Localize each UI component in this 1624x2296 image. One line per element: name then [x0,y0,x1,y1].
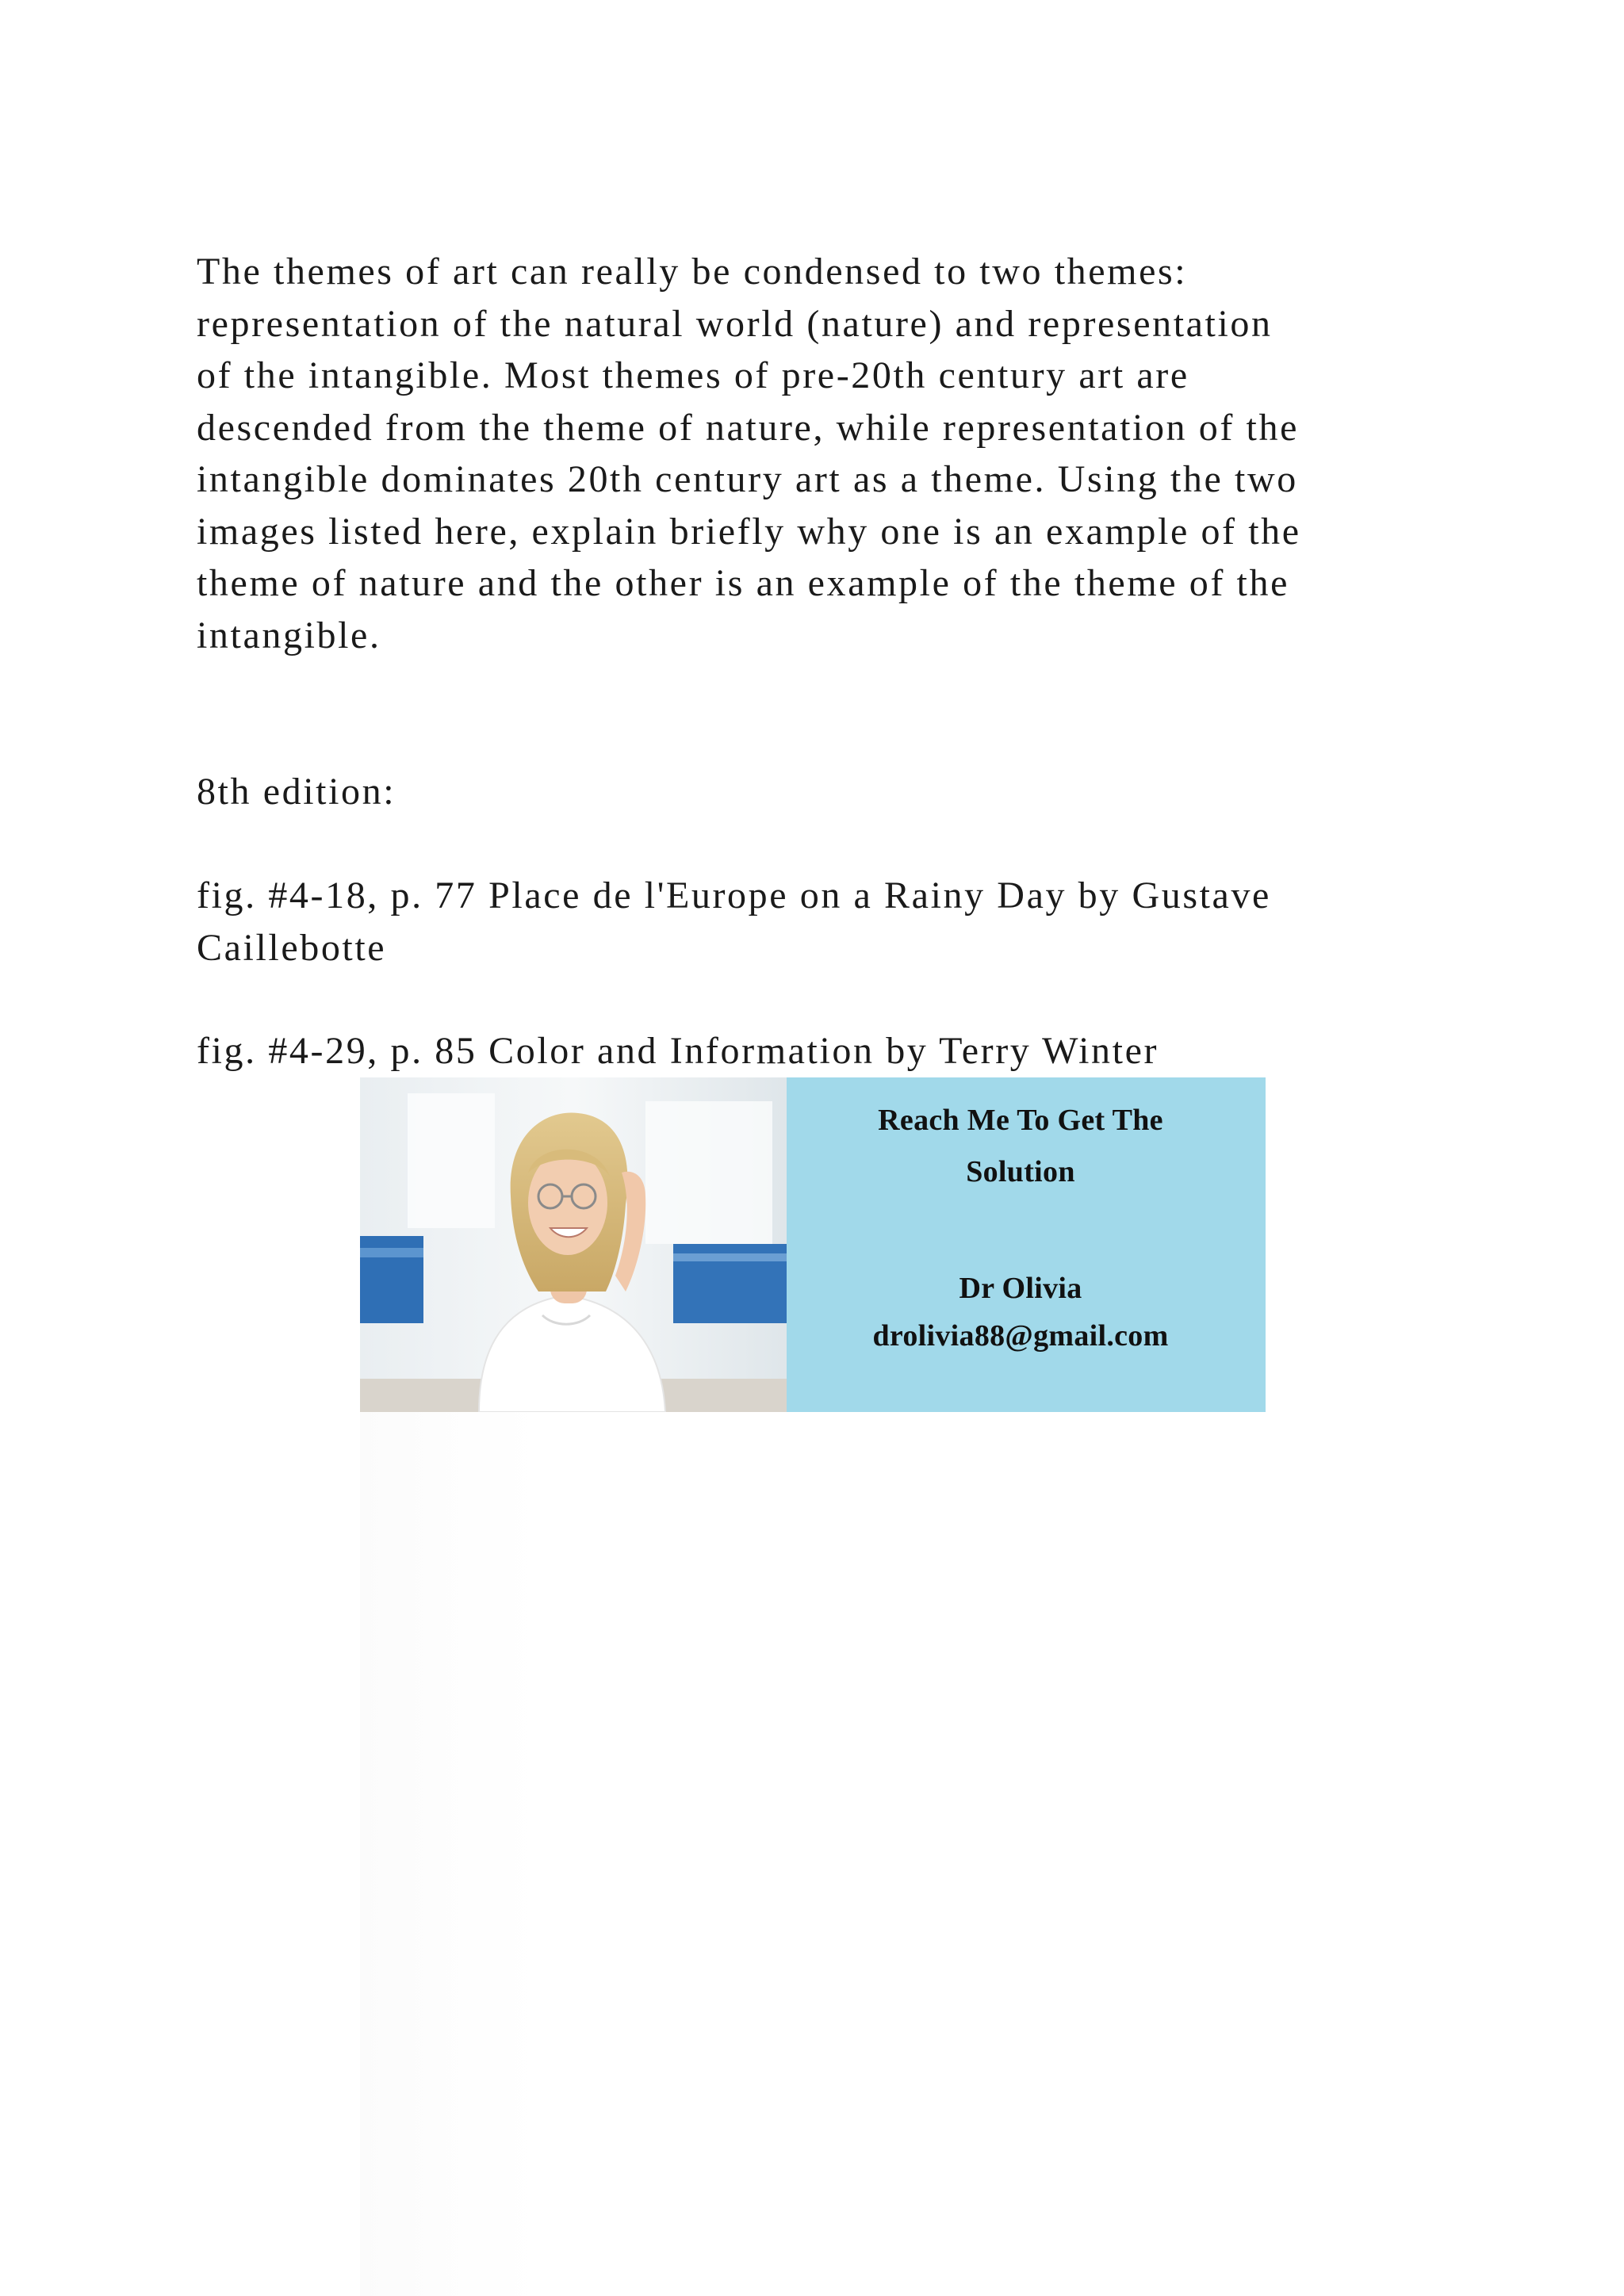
paragraph-line: descended from the theme of nature, while representation of the [197,406,1299,449]
figure-line: fig. #4-18, p. 77 Place de l'Europe on a Rainy Day by Gustave [197,874,1271,916]
figure-line: Caillebotte [197,926,387,969]
figure-reference-2 [197,1025,1434,1077]
contact-name: Dr Olivia [959,1272,1082,1305]
woman-photo [360,1077,787,1412]
question-paragraph [197,246,1434,661]
paragraph-line: representation of the natural world (nature) and representation [197,302,1273,345]
edition-label [197,766,1434,818]
contact-banner [360,1077,1266,1412]
woman-photo-illustration [360,1077,787,1412]
banner-headline-line1: Reach Me To Get The [878,1104,1163,1137]
paragraph-line: intangible. [197,614,381,656]
contact-email: drolivia88@gmail.com [872,1319,1169,1353]
paragraph-line: intangible dominates 20th century art as a theme. Using the two [197,458,1298,500]
figure-line: fig. #4-29, p. 85 Color and Information by Terry Winter [197,1030,1159,1072]
paragraph-line: The themes of art can really be condensed to two themes: [197,251,1188,293]
figure-reference-1 [197,870,1434,974]
image-shadow-region [360,1412,1266,2296]
contact-info-panel [787,1077,1266,1412]
edition-text: 8th edition: [197,771,396,813]
banner-headline-line2: Solution [966,1155,1075,1188]
paragraph-line: of the intangible. Most themes of pre-20th century art are [197,354,1189,396]
paragraph-line: images listed here, explain briefly why one is an example of the [197,510,1301,553]
paragraph-line: theme of nature and the other is an example of the theme of the [197,562,1290,604]
